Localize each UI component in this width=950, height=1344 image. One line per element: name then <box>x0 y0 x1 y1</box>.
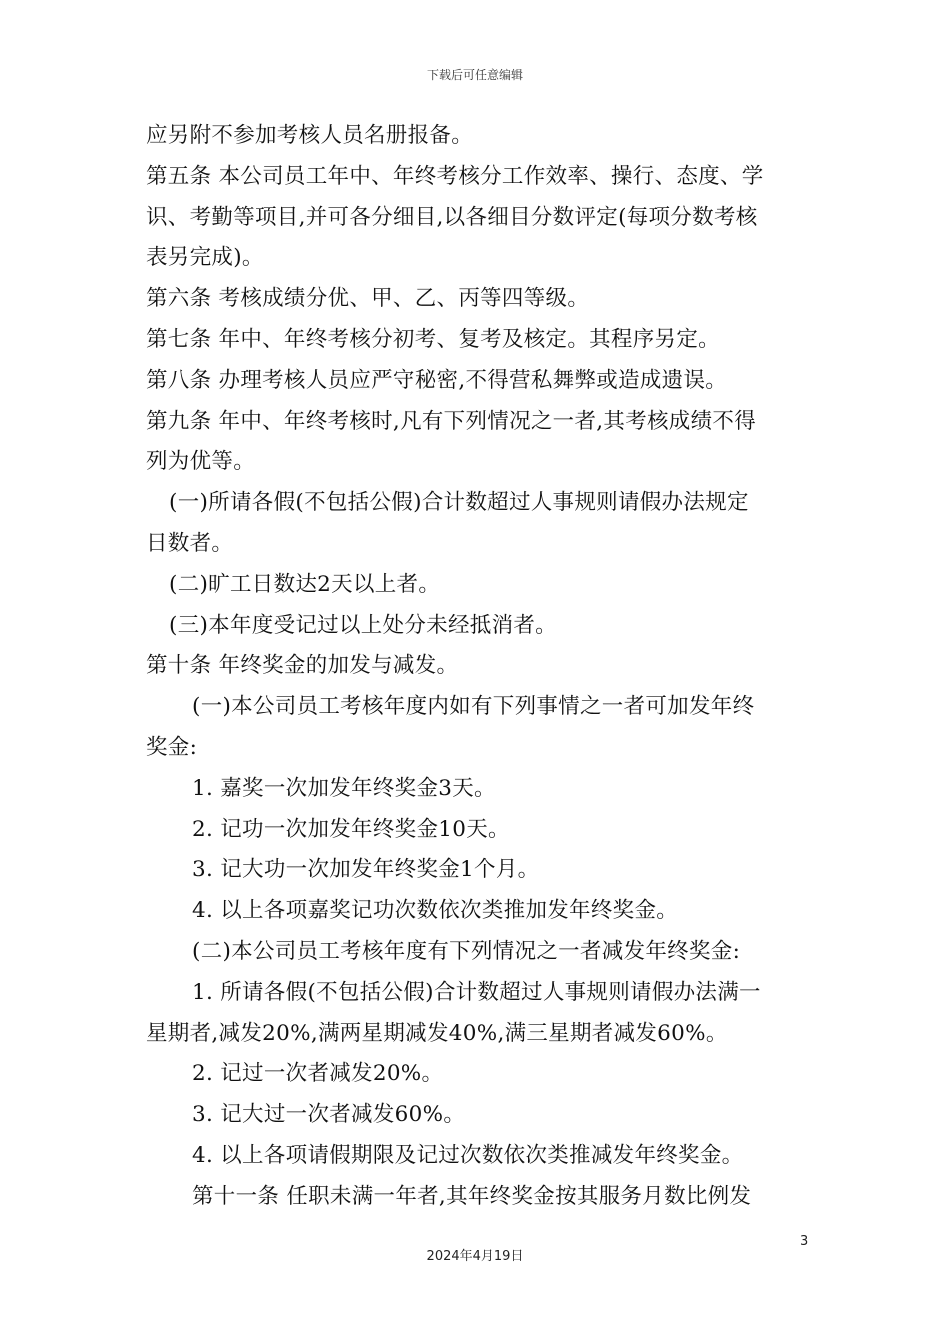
text-line: 2. 记功一次加发年终奖金10天。 <box>192 816 510 842</box>
text-line: 第六条 考核成绩分优、甲、乙、丙等四等级。 <box>146 286 590 312</box>
text-line: 第十一条 任职未满一年者,其年终奖金按其服务月数比例发 <box>192 1183 752 1209</box>
text-line: 识、考勤等项目,并可各分细目,以各细目分数评定(每项分数考核 <box>146 204 758 230</box>
text-line: 星期者,减发20%,满两星期减发40%,满三星期者减发60%。 <box>146 1020 728 1046</box>
page-number: 3 <box>800 1234 809 1249</box>
text-line: 4. 以上各项嘉奖记功次数依次类推加发年终奖金。 <box>192 898 679 924</box>
text-line: 第十条 年终奖金的加发与减发。 <box>146 653 459 679</box>
text-line: 应另附不参加考核人员名册报备。 <box>146 123 474 148</box>
text-line: (一)本公司员工考核年度内如有下列事情之一者可加发年终 <box>192 694 755 720</box>
text-line: 第七条 年中、年终考核分初考、复考及核定。其程序另定。 <box>146 326 720 352</box>
text-line: 3. 记大功一次加发年终奖金1个月。 <box>192 857 540 883</box>
page-header: 下载后可任意编辑 <box>426 68 523 82</box>
document-body <box>146 116 816 1218</box>
text-line: 2. 记过一次者减发20%。 <box>192 1061 444 1087</box>
text-line: 1. 所请各假(不包括公假)合计数超过人事规则请假办法满一 <box>192 979 761 1005</box>
text-line: 第五条 本公司员工年中、年终考核分工作效率、操行、态度、学 <box>146 163 764 189</box>
text-line: (二)旷工日数达2天以上者。 <box>169 571 441 597</box>
text-line: 奖金: <box>146 734 198 760</box>
text-line: 3. 记大过一次者减发60%。 <box>192 1102 466 1128</box>
text-line: 日数者。 <box>146 530 234 556</box>
text-line: 第九条 年中、年终考核时,凡有下列情况之一者,其考核成绩不得 <box>146 408 757 434</box>
text-line: 列为优等。 <box>146 449 256 475</box>
text-line: (二)本公司员工考核年度有下列情况之一者减发年终奖金: <box>192 938 741 964</box>
footer-date: 2024年4月19日 <box>426 1249 524 1264</box>
text-line: 表另完成)。 <box>146 245 264 271</box>
text-line: 1. 嘉奖一次加发年终奖金3天。 <box>192 775 496 801</box>
text-line: 4. 以上各项请假期限及记过次数依次类推减发年终奖金。 <box>192 1142 744 1168</box>
text-line: (三)本年度受记过以上处分未经抵消者。 <box>169 612 557 638</box>
text-line: (一)所请各假(不包括公假)合计数超过人事规则请假办法规定 <box>169 490 749 516</box>
text-line: 第八条 办理考核人员应严守秘密,不得营私舞弊或造成遗误。 <box>146 367 728 393</box>
